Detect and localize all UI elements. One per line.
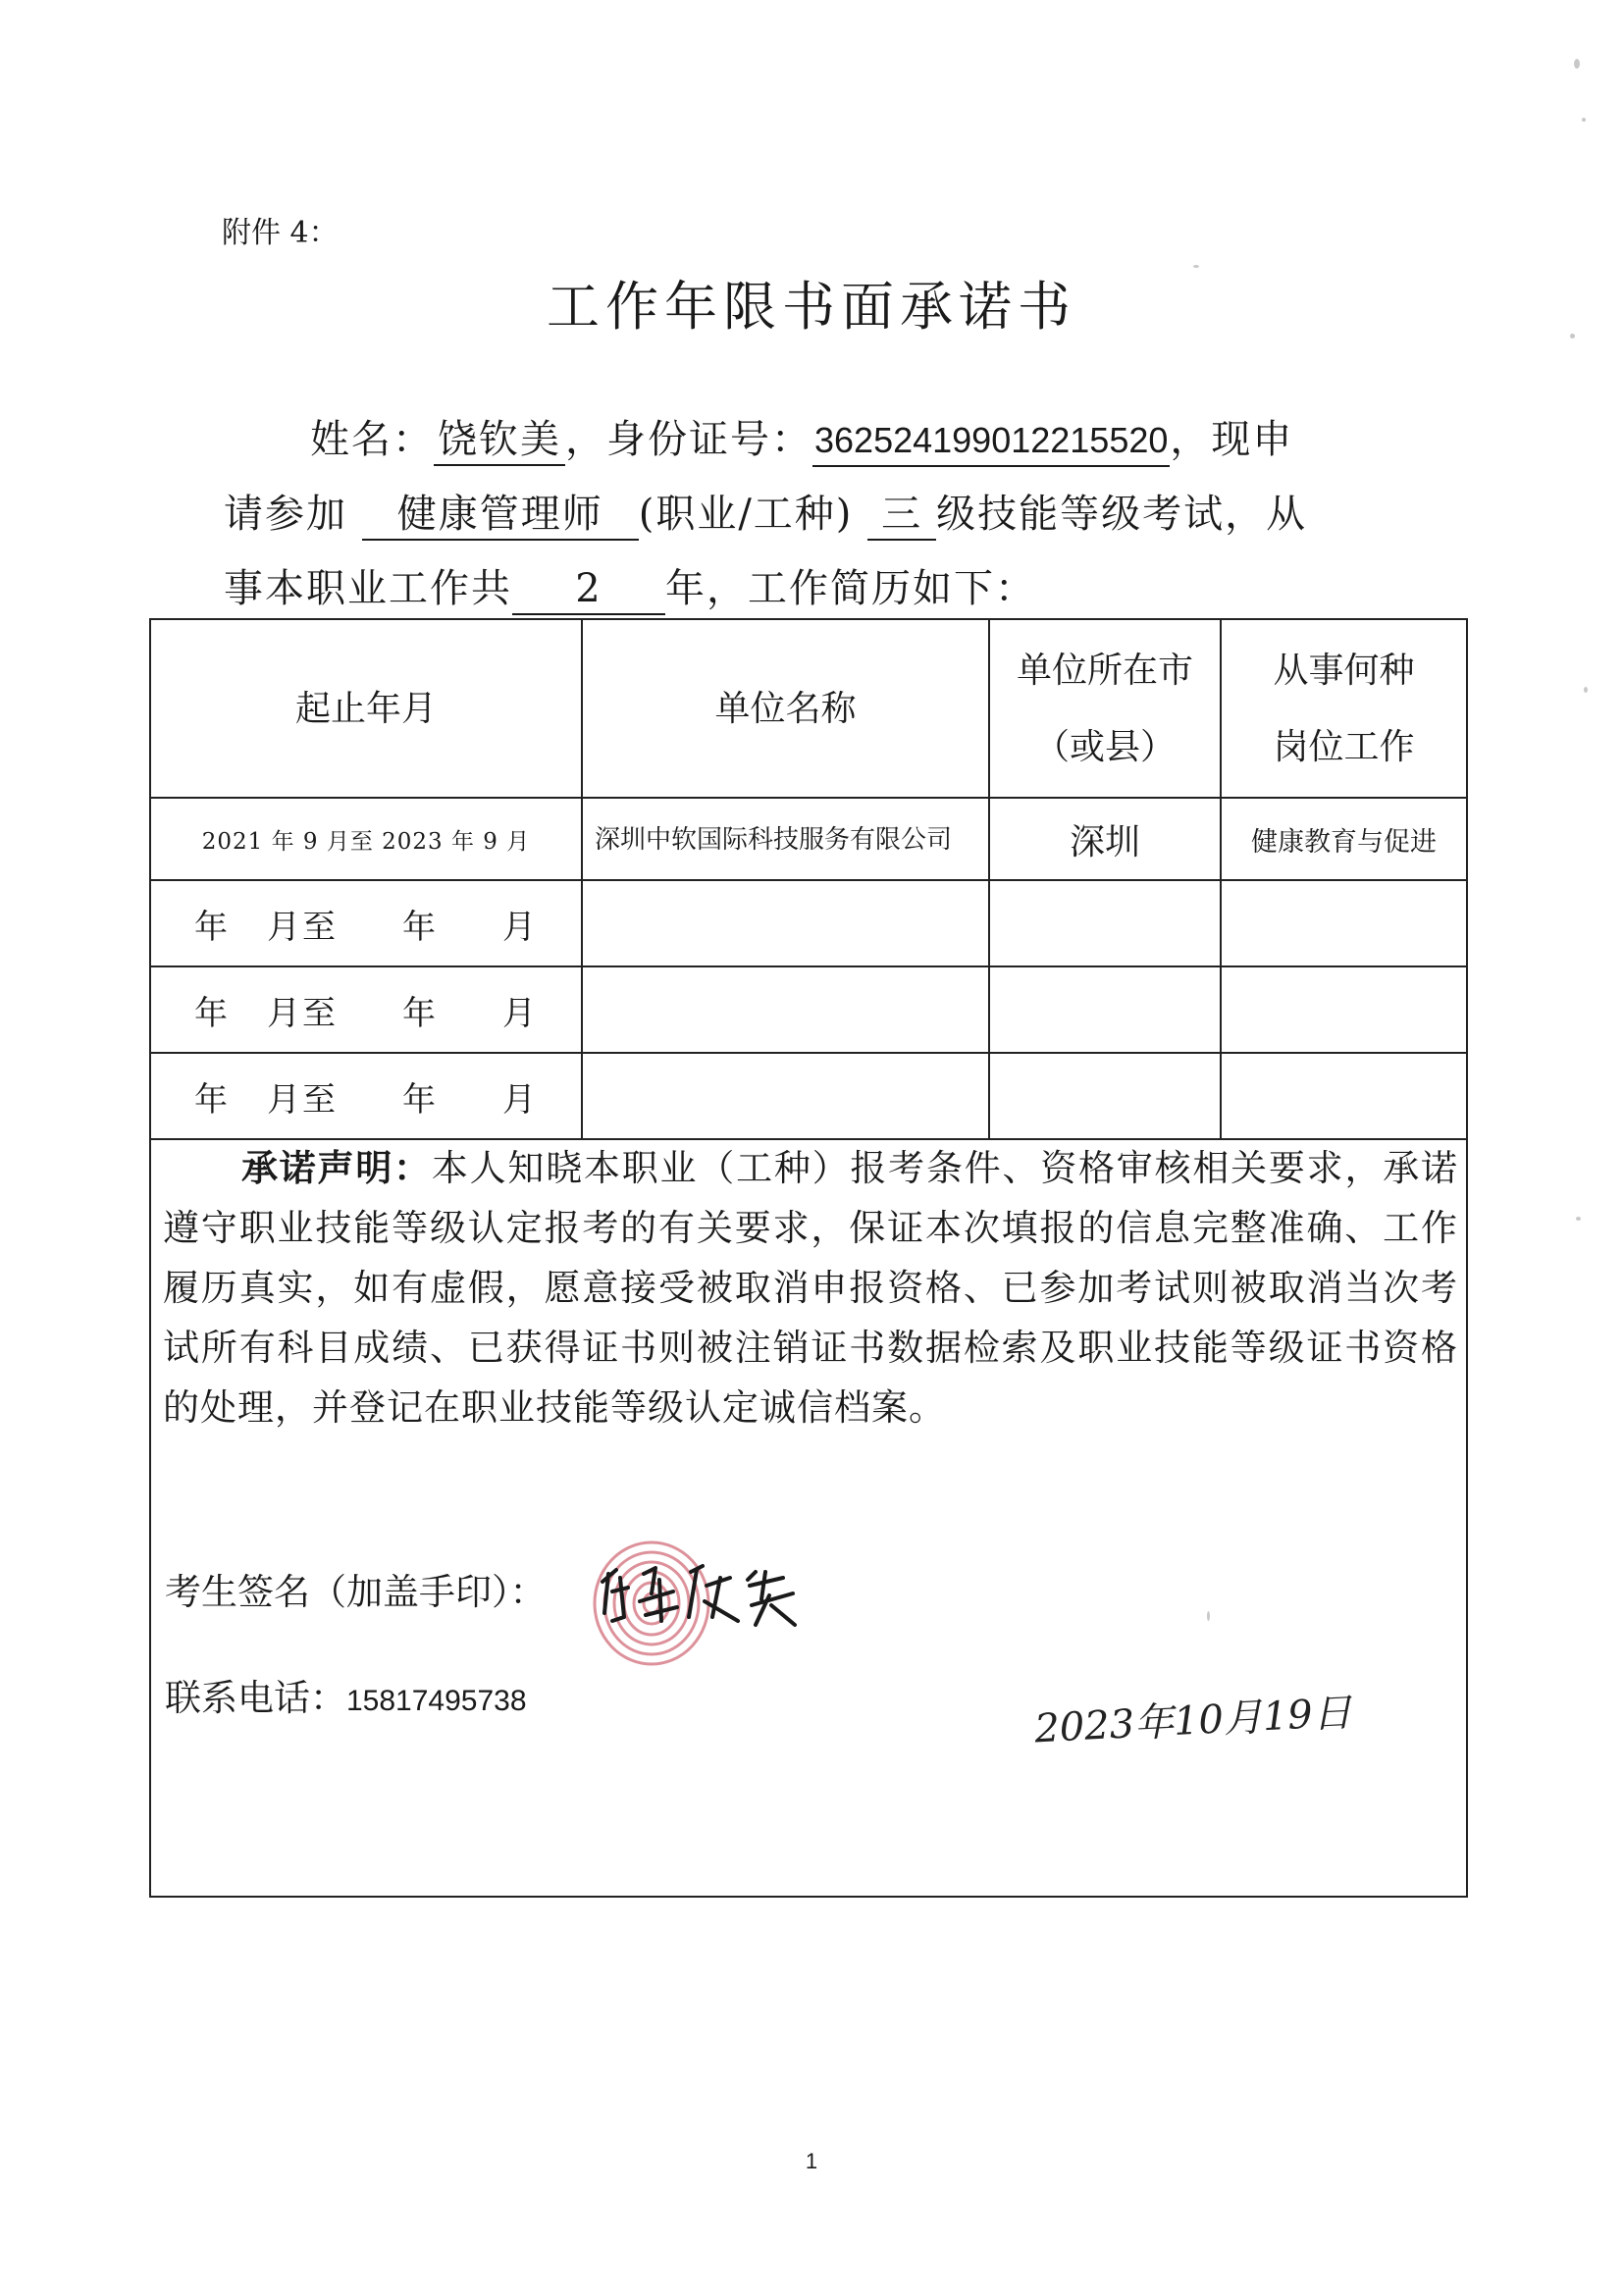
month-label: 月	[502, 907, 538, 947]
company-cell	[582, 880, 989, 966]
header-period: 起止年月	[151, 620, 582, 798]
scan-speck	[1570, 334, 1575, 339]
form-frame	[149, 618, 1468, 1898]
document-title: 工作年限书面承诺书	[547, 276, 1076, 338]
scan-speck	[1584, 687, 1588, 693]
occupation-suffix: (职业/工种)	[638, 492, 854, 537]
page-number: 1	[805, 2149, 818, 2173]
post-cell: 健康教育与促进	[1221, 798, 1466, 880]
intro-line-2	[224, 477, 1401, 551]
period-cell	[151, 1053, 582, 1139]
city-cell	[989, 966, 1221, 1053]
month-to-label: 月至	[267, 993, 338, 1033]
applicant-name: 饶钦美	[434, 415, 565, 466]
phone-label: 联系电话：	[165, 1677, 346, 1719]
header-city-line2: （或县）	[1033, 726, 1176, 766]
handwritten-signature	[583, 1523, 799, 1670]
scan-speck	[1207, 1611, 1210, 1621]
statement-body: 本人知晓本职业（工种）报考条件、资格审核相关要求，承诺遵守职业技能等级认定报考的有关要求，保证本次填报的信息完整准确、工作履历真实，如有虚假，愿意接受被取消申报资格、已参加考试则被取消当次考试所有科目成绩、已获得证书则被注销证书数据检索及职业技能等级证书资格的处理，并登记在职业技能等级认定诚信档案。	[163, 1147, 1459, 1429]
intro-line-3	[224, 551, 1401, 626]
signature-row	[165, 1562, 547, 1615]
occupation-field: 健康管理师	[362, 490, 639, 541]
id-label: ，身份证号：	[565, 417, 812, 462]
company-cell: 深圳中软国际科技服务有限公司	[582, 798, 989, 880]
month-to-label: 月至	[267, 1079, 338, 1120]
scan-speck	[1582, 118, 1586, 122]
header-company: 单位名称	[582, 620, 989, 798]
year-label: 年	[402, 993, 438, 1033]
table-row	[151, 1053, 1466, 1139]
header-city	[989, 620, 1221, 798]
header-post-line2: 岗位工作	[1273, 726, 1415, 766]
header-post	[1221, 620, 1466, 798]
city-cell	[989, 880, 1221, 966]
table-row	[151, 880, 1466, 966]
company-cell	[582, 1053, 989, 1139]
apply-label: 请参加	[224, 492, 347, 537]
month-to-label: 月至	[267, 907, 338, 947]
table-row	[151, 798, 1466, 880]
table-row	[151, 966, 1466, 1053]
years-suffix: 年，工作简历如下：	[665, 566, 1036, 611]
year-label: 年	[194, 1079, 230, 1120]
header-post-line1: 从事何种	[1273, 650, 1415, 690]
year-label: 年	[402, 1079, 438, 1120]
phone-number: 15817495738	[346, 1685, 527, 1717]
year-label: 年	[194, 993, 230, 1033]
scan-speck	[1193, 265, 1199, 268]
table-header-row	[151, 620, 1466, 798]
company-cell	[582, 966, 989, 1053]
attachment-label: 附件 4：	[222, 216, 339, 250]
signature-label: 考生签名（加盖手印）：	[165, 1571, 547, 1613]
scan-speck	[1574, 59, 1580, 69]
month-label: 月	[502, 1079, 538, 1120]
scan-speck	[1576, 1217, 1581, 1221]
post-cell	[1221, 1053, 1466, 1139]
post-cell	[1221, 966, 1466, 1053]
month-label: 月	[502, 993, 538, 1033]
level-suffix: 级技能等级考试，从	[936, 492, 1308, 537]
work-history-table	[151, 620, 1466, 1140]
id-number: 362524199012215520	[812, 416, 1170, 467]
period-cell	[151, 966, 582, 1053]
year-label: 年	[194, 907, 230, 947]
name-label: 姓名：	[310, 417, 434, 462]
phone-row	[165, 1668, 527, 1721]
header-city-line1: 单位所在市	[1016, 650, 1193, 690]
years-field: 2	[512, 564, 665, 615]
commitment-statement	[163, 1138, 1458, 1437]
period-cell: 2021 年 9 月至 2023 年 9 月	[151, 798, 582, 880]
years-prefix: 事本职业工作共	[224, 566, 512, 611]
year-label: 年	[402, 907, 438, 947]
city-cell	[989, 1053, 1221, 1139]
handwritten-date: 2023年10月19日	[1033, 1690, 1353, 1752]
statement-heading: 承诺声明：	[241, 1146, 432, 1189]
intro-paragraph	[224, 402, 1401, 626]
level-field: 三	[867, 490, 936, 541]
city-cell: 深圳	[989, 798, 1221, 880]
apply-prefix: ，现申	[1170, 417, 1294, 462]
post-cell	[1221, 880, 1466, 966]
period-cell	[151, 880, 582, 966]
intro-line-1	[224, 402, 1401, 477]
